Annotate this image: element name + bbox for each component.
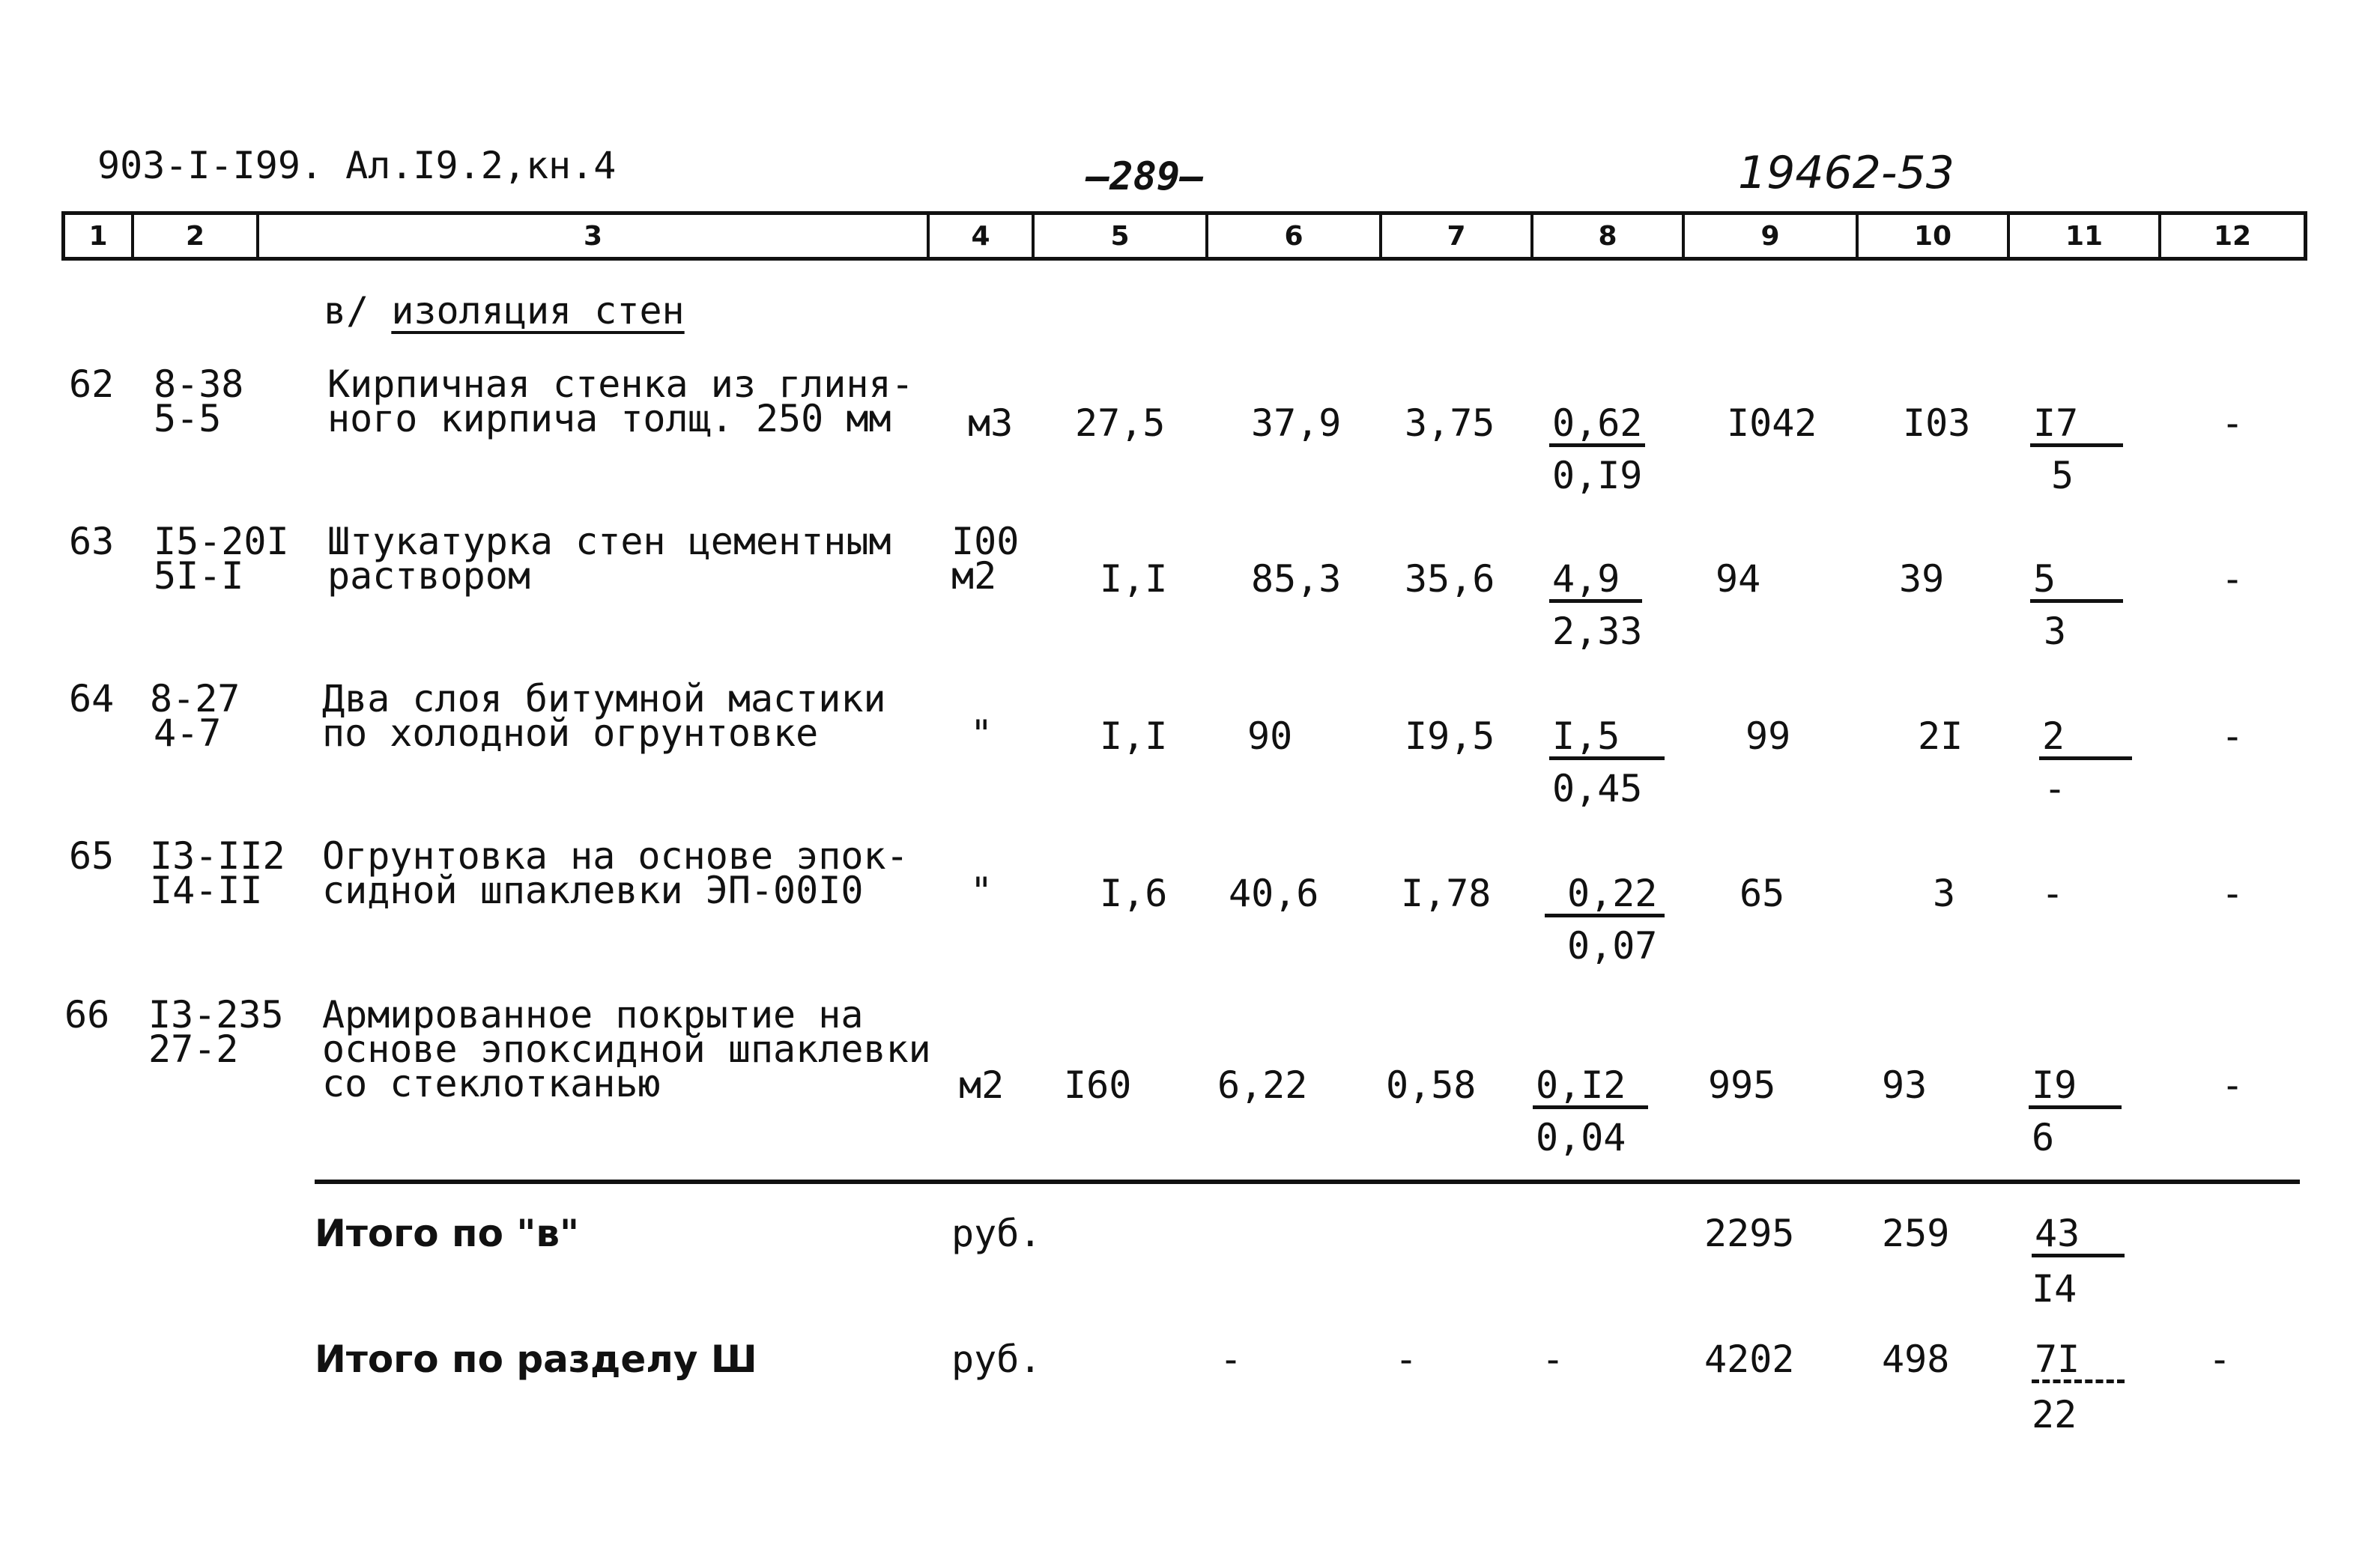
column-header: 12 [2158, 215, 2304, 257]
fraction-top: 0,62 [1549, 404, 1645, 447]
column-header: 6 [1205, 215, 1379, 257]
quantity: I,I [1100, 557, 1168, 601]
column-12-value: - [2208, 1338, 2232, 1381]
work-description-line: основе эпоксидной шпаклевки [322, 1028, 931, 1071]
total-cost: 94 [1716, 557, 1761, 601]
column-header: 7 [1379, 215, 1530, 257]
fraction-top: 7I [2032, 1341, 2125, 1383]
inventory-number: 19462-53 [1738, 147, 1954, 199]
column-header: 5 [1032, 215, 1205, 257]
work-description-line: раствором [327, 554, 530, 598]
fraction-top: I7 [2030, 404, 2123, 447]
totals-column-8: - [1542, 1338, 1565, 1381]
unit-cost: 40,6 [1229, 872, 1319, 915]
work-description-line: Армированное покрытие на [322, 993, 864, 1036]
column-header-row [61, 211, 2307, 261]
unit: м3 [968, 401, 1014, 445]
wage-cost: 3,75 [1405, 401, 1495, 445]
norm-code: 8-27 [150, 677, 240, 720]
column-header: 1 [88, 220, 108, 252]
unit: м2 [951, 554, 997, 598]
unit-cost: 37,9 [1251, 401, 1342, 445]
norm-code: 8-38 [154, 362, 244, 406]
work-description-line: сидной шпаклевки ЭП-00I0 [322, 869, 864, 912]
column-12-value: - [2221, 401, 2244, 445]
section-title: изоляция стен [391, 289, 685, 333]
column-header: 2 [131, 215, 256, 257]
fraction-top: I,5 [1549, 717, 1665, 760]
norm-code-sub: 5I-I [154, 554, 244, 598]
total-cost: 65 [1739, 872, 1785, 915]
norm-code-sub: 4-7 [154, 711, 222, 755]
ditto-mark: " [970, 869, 993, 913]
fraction-bottom: - [2044, 767, 2067, 810]
column-12-value: - [2221, 872, 2244, 915]
fraction-top: 4,9 [1549, 560, 1642, 603]
total-wage: 2I [1918, 714, 1963, 758]
norm-code: I3-II2 [150, 834, 285, 878]
fraction-bottom: 22 [2032, 1393, 2077, 1436]
fraction-bottom: 2,33 [1552, 610, 1643, 653]
fraction-bottom: 3 [2044, 610, 2067, 653]
unit: м2 [959, 1063, 1005, 1107]
fraction-bottom: 6 [2032, 1116, 2055, 1159]
fraction-bottom: 0,45 [1552, 767, 1643, 810]
totals-unit: руб. [951, 1338, 1042, 1381]
work-description-line: по холодной огрунтовке [322, 711, 819, 755]
fraction-bottom: 0,I9 [1552, 454, 1643, 497]
norm-code: I3-235 [148, 993, 284, 1036]
row-number: 66 [64, 993, 110, 1036]
totals-wage-cost: - [1395, 1338, 1418, 1381]
column-header: 8 [1530, 215, 1682, 257]
norm-code-sub: I4-II [150, 869, 263, 912]
column-11-value: - [2041, 872, 2065, 915]
norm-code: I5-20I [154, 520, 289, 563]
column-12-value: - [2221, 714, 2244, 758]
row-number: 65 [69, 834, 115, 878]
totals-unit: руб. [951, 1212, 1042, 1255]
norm-code-sub: 5-5 [154, 397, 222, 440]
totals-wage: 259 [1882, 1212, 1950, 1255]
work-description-line: Кирпичная стенка из глиня- [327, 362, 914, 406]
fraction-bottom: I4 [2032, 1267, 2077, 1311]
wage-cost: 35,6 [1405, 557, 1495, 601]
fraction-top: 5 [2030, 560, 2123, 603]
quantity: I60 [1064, 1063, 1132, 1107]
wage-cost: I,78 [1401, 872, 1492, 915]
section-prefix: в/ [324, 289, 369, 333]
totals-unit-cost: - [1220, 1338, 1243, 1381]
wage-cost: I9,5 [1405, 714, 1495, 758]
column-header: 11 [2007, 215, 2158, 257]
document-code: 903-I-I99. Ал.I9.2,кн.4 [97, 144, 617, 187]
fraction-top: 0,22 [1545, 875, 1665, 917]
page-number: —289— [1086, 154, 1204, 199]
fraction-top: 2 [2039, 717, 2132, 760]
section-heading [324, 289, 685, 333]
unit-cost: 85,3 [1251, 557, 1342, 601]
total-cost: I042 [1727, 401, 1817, 445]
totals-wage: 498 [1882, 1338, 1950, 1381]
total-cost: 99 [1745, 714, 1791, 758]
total-wage: 3 [1933, 872, 1956, 915]
column-12-value: - [2221, 1063, 2244, 1107]
norm-code-sub: 27-2 [148, 1028, 239, 1071]
work-description-line: со стеклотканью [322, 1062, 661, 1105]
unit-cost: 90 [1247, 714, 1293, 758]
quantity: 27,5 [1075, 401, 1166, 445]
total-wage: I03 [1903, 401, 1971, 445]
column-12-value: - [2221, 557, 2244, 601]
quantity: I,I [1100, 714, 1168, 758]
column-header: 4 [927, 215, 1032, 257]
row-number: 64 [69, 677, 115, 720]
total-cost: 995 [1708, 1063, 1776, 1107]
column-header: 3 [256, 215, 927, 257]
fraction-bottom: 5 [2051, 454, 2074, 497]
totals-separator [315, 1180, 2300, 1184]
total-wage: 93 [1882, 1063, 1928, 1107]
fraction-top: 43 [2032, 1215, 2125, 1257]
total-wage: 39 [1899, 557, 1945, 601]
column-header: 10 [1856, 215, 2007, 257]
wage-cost: 0,58 [1386, 1063, 1477, 1107]
unit-cost: 6,22 [1217, 1063, 1308, 1107]
fraction-top: I9 [2029, 1066, 2122, 1109]
fraction-bottom: 0,07 [1567, 924, 1658, 968]
unit: I00 [951, 520, 1020, 563]
row-number: 63 [69, 520, 115, 563]
totals-label: Итого по "в" [315, 1212, 580, 1255]
quantity: I,6 [1100, 872, 1168, 915]
fraction-top: 0,I2 [1533, 1066, 1648, 1109]
work-description-line: Огрунтовка на основе эпок- [322, 834, 909, 878]
totals-cost: 2295 [1704, 1212, 1795, 1255]
totals-label: Итого по разделу Ш [315, 1338, 757, 1381]
work-description-line: Штукатурка стен цементным [327, 520, 891, 563]
fraction-bottom: 0,04 [1536, 1116, 1626, 1159]
ditto-mark: " [970, 712, 993, 756]
column-header: 9 [1682, 215, 1856, 257]
totals-cost: 4202 [1704, 1338, 1795, 1381]
work-description-line: ного кирпича толщ. 250 мм [327, 397, 891, 440]
row-number: 62 [69, 362, 115, 406]
work-description-line: Два слоя битумной мастики [322, 677, 886, 720]
